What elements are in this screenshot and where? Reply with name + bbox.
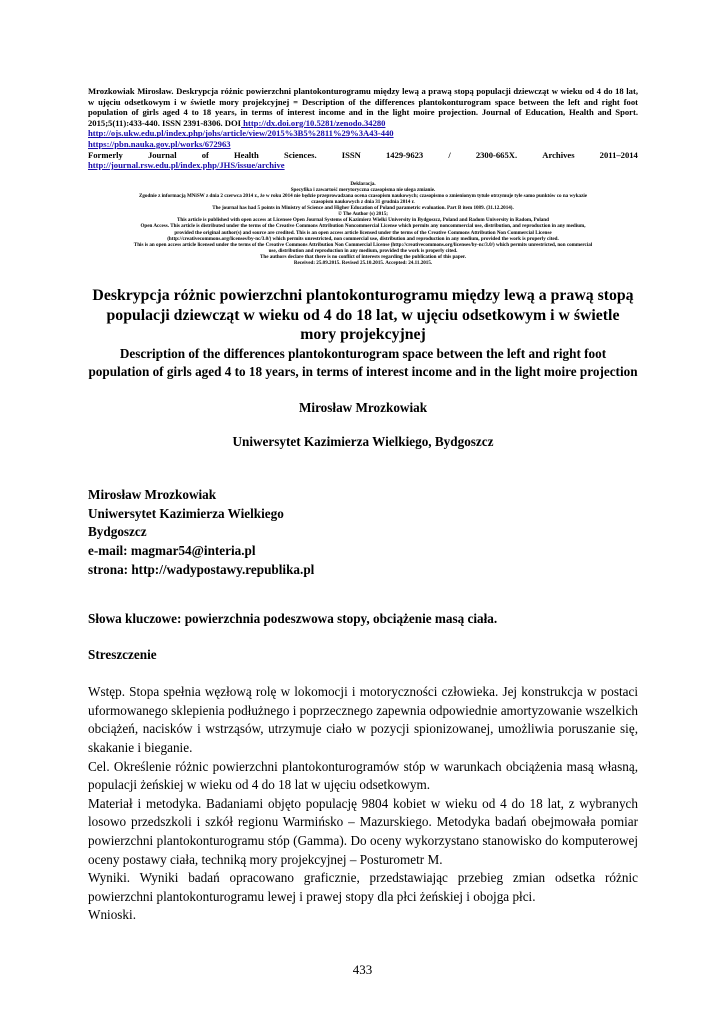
pbn-link[interactable]: https://pbn.nauka.gov.pl/works/672963 xyxy=(88,138,231,149)
declaration-block xyxy=(88,181,638,266)
title-polish: Deskrypcja różnic powierzchni plantokonturogramu między lewą a prawą stopą populacji dziewcząt w wieku od 4 do 18 lat, w ujęciu odsetkowym i w świetle mory projekcyjnej xyxy=(92,287,634,344)
formerly-word: Sciences. xyxy=(283,149,317,160)
contact-website: strona: http://wadypostawy.republika.pl xyxy=(88,561,315,577)
formerly-word: / xyxy=(448,149,451,160)
formerly-line xyxy=(88,150,638,161)
declaration-line: This article is published with open access at Licensee Open Journal Systems of Kazimierz Wielki University in Bydgoszcz, Poland and Radom University in Radom, Poland xyxy=(177,217,549,224)
formerly-word: Journal xyxy=(147,149,177,160)
formerly-word: ISSN xyxy=(341,149,361,160)
declaration-line: Zgodnie z informacją MNiSW z dnia 2 czerwca 2014 r., że w roku 2014 nie będzie przeprowadzana ocena czasopism naukowych; czasopismo o zmienionym tytule otrzymuje tyle samo punktów co na wykazie xyxy=(138,192,588,199)
declaration-line: use, distribution and reproduction in any medium, provided the work is properly cited. xyxy=(268,247,458,254)
contact-name: Mirosław Mrozkowiak xyxy=(88,487,217,503)
abstract-paragraph-methods: Materiał i metodyka. Badaniami objęto populację 9804 kobiet w wieku od 4 do 18 lat, z wybranych losowo przedszkoli i szkół regionu Warmińsko – Mazurskiego. Metodyka badań obejmowała pomiar powierzchni plantokonturogramu stóp (Gamma). Do oceny wykorzystano stanowisko do komputerowej oceny postawy ciała, techniką mory projekcyjnej – Posturometr M. xyxy=(88,795,638,867)
declaration-line: Deklaracja. xyxy=(350,180,376,187)
declaration-line: Received: 25.09.2015. Revised 25.10.2015. Accepted: 24.11.2015. xyxy=(293,259,433,266)
contact-city: Bydgoszcz xyxy=(88,524,147,540)
ojs-link[interactable]: http://ojs.ukw.edu.pl/index.php/johs/article/view/2015%3B5%2811%29%3A43-440 xyxy=(88,128,394,139)
declaration-line: (http://creativecommons.org/licenses/by-nc/3.0/) which permits unrestricted, non commercial use, distribution and reproduction in any medium, provided the work is properly cited. xyxy=(167,235,559,242)
article-page xyxy=(88,86,638,925)
contact-email: e-mail: magmar54@interia.pl xyxy=(88,543,256,559)
title-english: Description of the differences plantokonturogram space between the left and right foot population of girls aged 4 to 18 years, in terms of interest income and in the light moire projection xyxy=(88,345,638,380)
declaration-line: Specyfika i zawartość merytoryczna czasopisma nie ulega zmianie. xyxy=(290,186,436,193)
abstract-body xyxy=(88,683,638,925)
keywords: Słowa kluczowe: powierzchnia podeszwowa stopy, obciążenie masą ciała. xyxy=(88,611,498,627)
contact-block xyxy=(88,486,638,579)
abstract-paragraph-conclusions: Wnioski. xyxy=(88,907,136,923)
formerly-word: Formerly xyxy=(88,149,123,160)
author-affiliation: Uniwersytet Kazimierza Wielkiego, Bydgoszcz xyxy=(232,434,494,450)
formerly-word: Archives xyxy=(542,149,575,160)
contact-university: Uniwersytet Kazimierza Wielkiego xyxy=(88,505,284,521)
declaration-line: The authors declare that there is no conflict of interests regarding the publication of this paper. xyxy=(259,253,466,260)
abstract-heading: Streszczenie xyxy=(88,647,157,663)
page-number: 433 xyxy=(352,962,373,977)
declaration-line: The journal has had 5 points in Ministry of Science and Higher Education of Poland parametric evaluation. Part B item 1089. (31.12.2014). xyxy=(212,205,514,212)
archive-link[interactable]: http://journal.rsw.edu.pl/index.php/JHS/issue/archive xyxy=(88,160,285,171)
declaration-line: This is an open access article licensed under the terms of the Creative Commons Attribution Non Commercial License (http://creativecommons.org/licenses/by-nc/3.0/) which permits unrestricted, non commercial xyxy=(133,241,593,248)
declaration-line: © The Author (s) 2015; xyxy=(337,211,389,218)
doi-link[interactable]: http://dx.doi.org/10.5281/zenodo.34280 xyxy=(241,117,386,128)
abstract-paragraph-intro: Wstęp. Stopa spełnia węzłową rolę w lokomocji i motoryczności człowieka. Jej konstrukcja w postaci uformowanego sklepienia podłużnego i poprzecznego zapewnia odpowiednie amortyzowanie wszelkich obciążeń, nacisków i wstrząsów, utrzymuje ciało w pozycji spionizowanej, umożliwia poruszanie się, skakanie i bieganie. xyxy=(88,684,639,755)
declaration-line: provided the original author(s) and source are credited. This is an open access article licensed under the terms of the Creative Commons Attribution Non Commercial License xyxy=(174,229,552,236)
formerly-word: 1429-9623 xyxy=(385,149,424,160)
declaration-line: czasopism naukowych z dnia 31 grudnia 2014 r. xyxy=(311,199,415,206)
abstract-paragraph-aim: Cel. Określenie różnic powierzchni plantokonturogramów stóp w warunkach obciążenia masą własną, populacji żeńskiej w wieku od 4 do 18 lat w ujęciu odsetkowym. xyxy=(88,758,638,793)
author-name: Mirosław Mrozkowiak xyxy=(298,400,428,416)
declaration-line: Open Access. This article is distributed under the terms of the Creative Commons Attribution Noncommercial License which permits any noncommercial use, distribution, and reproduction in any medium, xyxy=(140,223,586,230)
formerly-word: 2300-665X. xyxy=(475,149,518,160)
formerly-word: of xyxy=(201,149,209,160)
citation-text: Mrozkowiak Mirosław. Deskrypcja różnic powierzchni plantokonturogramu między lewą a prawą stopą populacji dziewcząt w wieku od 4 do 18 lat, w ujęciu odsetkowym i w świetle mory projekcyjnej = Description of the differences plantokonturogram space between the left and right foot population of girls aged 4 to 18 years, in terms of interest income and in the light moire projection. Journal of Education, Health and Sport. 2015;5(11):433-440. ISSN 2391-8306. DOI xyxy=(88,86,638,128)
formerly-word: 2011–2014 xyxy=(599,149,638,160)
formerly-word: Health xyxy=(234,149,259,160)
abstract-paragraph-results: Wyniki. Wyniki badań opracowano graficznie, przedstawiając przebieg zmian odsetka różnic powierzchni plantokonturogramu lewej i prawej stopy dla płci żeńskiej i obojga płci. xyxy=(88,870,638,904)
citation-header xyxy=(88,86,638,171)
